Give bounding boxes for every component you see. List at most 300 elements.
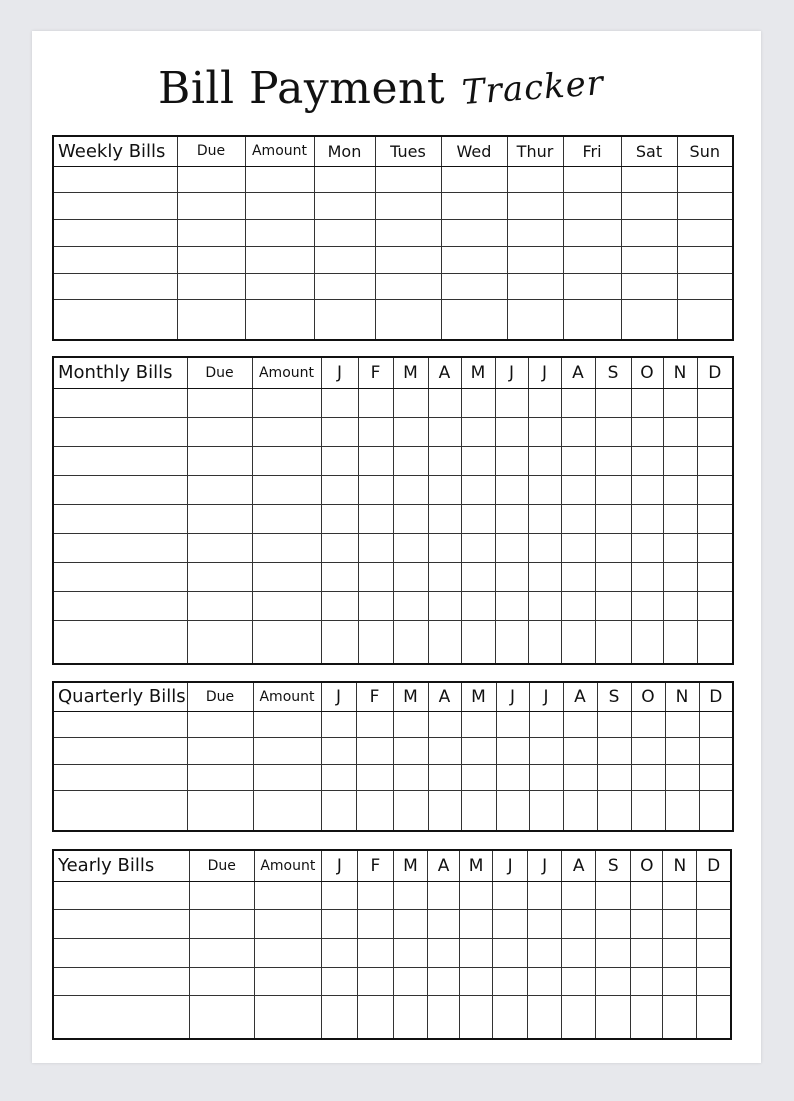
- entry-cell[interactable]: [460, 967, 493, 996]
- bill-name-cell[interactable]: [53, 881, 189, 910]
- entry-cell[interactable]: [529, 738, 563, 765]
- entry-cell[interactable]: [314, 193, 375, 220]
- entry-cell[interactable]: [563, 246, 621, 273]
- entry-cell[interactable]: [253, 764, 321, 791]
- entry-cell[interactable]: [563, 300, 621, 340]
- entry-cell[interactable]: [595, 533, 631, 562]
- entry-cell[interactable]: [428, 996, 460, 1039]
- bill-name-cell[interactable]: [53, 246, 177, 273]
- entry-cell[interactable]: [187, 711, 253, 738]
- entry-cell[interactable]: [428, 417, 461, 446]
- entry-cell[interactable]: [507, 273, 563, 300]
- entry-cell[interactable]: [252, 620, 321, 664]
- entry-cell[interactable]: [495, 533, 528, 562]
- entry-cell[interactable]: [460, 881, 493, 910]
- entry-cell[interactable]: [375, 220, 441, 247]
- entry-cell[interactable]: [189, 967, 254, 996]
- entry-cell[interactable]: [441, 300, 507, 340]
- entry-cell[interactable]: [561, 504, 595, 533]
- entry-cell[interactable]: [321, 446, 358, 475]
- entry-cell[interactable]: [697, 562, 733, 591]
- entry-cell[interactable]: [665, 711, 699, 738]
- bill-name-cell[interactable]: [53, 533, 187, 562]
- entry-cell[interactable]: [461, 711, 496, 738]
- entry-cell[interactable]: [561, 446, 595, 475]
- entry-cell[interactable]: [563, 764, 597, 791]
- entry-cell[interactable]: [699, 738, 733, 765]
- entry-cell[interactable]: [393, 620, 428, 664]
- entry-cell[interactable]: [321, 881, 357, 910]
- entry-cell[interactable]: [631, 967, 663, 996]
- entry-cell[interactable]: [507, 246, 563, 273]
- entry-cell[interactable]: [314, 300, 375, 340]
- entry-cell[interactable]: [677, 193, 733, 220]
- entry-cell[interactable]: [528, 533, 561, 562]
- entry-cell[interactable]: [254, 967, 321, 996]
- entry-cell[interactable]: [245, 193, 314, 220]
- entry-cell[interactable]: [428, 562, 461, 591]
- entry-cell[interactable]: [375, 273, 441, 300]
- entry-cell[interactable]: [314, 220, 375, 247]
- entry-cell[interactable]: [697, 475, 733, 504]
- entry-cell[interactable]: [631, 881, 663, 910]
- entry-cell[interactable]: [631, 711, 665, 738]
- entry-cell[interactable]: [697, 504, 733, 533]
- entry-cell[interactable]: [621, 193, 677, 220]
- entry-cell[interactable]: [321, 996, 357, 1039]
- bill-name-cell[interactable]: [53, 475, 187, 504]
- entry-cell[interactable]: [393, 764, 428, 791]
- entry-cell[interactable]: [189, 881, 254, 910]
- entry-cell[interactable]: [677, 273, 733, 300]
- entry-cell[interactable]: [528, 938, 562, 967]
- entry-cell[interactable]: [697, 620, 733, 664]
- entry-cell[interactable]: [177, 273, 245, 300]
- entry-cell[interactable]: [621, 166, 677, 193]
- entry-cell[interactable]: [252, 446, 321, 475]
- entry-cell[interactable]: [528, 591, 561, 620]
- entry-cell[interactable]: [187, 504, 252, 533]
- entry-cell[interactable]: [631, 533, 663, 562]
- entry-cell[interactable]: [253, 738, 321, 765]
- entry-cell[interactable]: [314, 166, 375, 193]
- entry-cell[interactable]: [563, 220, 621, 247]
- entry-cell[interactable]: [595, 562, 631, 591]
- entry-cell[interactable]: [562, 938, 596, 967]
- bill-name-cell[interactable]: [53, 166, 177, 193]
- entry-cell[interactable]: [461, 417, 495, 446]
- entry-cell[interactable]: [252, 388, 321, 417]
- entry-cell[interactable]: [375, 193, 441, 220]
- entry-cell[interactable]: [428, 446, 461, 475]
- entry-cell[interactable]: [665, 738, 699, 765]
- entry-cell[interactable]: [596, 967, 631, 996]
- entry-cell[interactable]: [357, 910, 393, 939]
- entry-cell[interactable]: [495, 388, 528, 417]
- entry-cell[interactable]: [699, 764, 733, 791]
- entry-cell[interactable]: [252, 504, 321, 533]
- entry-cell[interactable]: [428, 388, 461, 417]
- entry-cell[interactable]: [177, 300, 245, 340]
- entry-cell[interactable]: [252, 562, 321, 591]
- entry-cell[interactable]: [393, 446, 428, 475]
- entry-cell[interactable]: [187, 591, 252, 620]
- entry-cell[interactable]: [677, 166, 733, 193]
- entry-cell[interactable]: [254, 910, 321, 939]
- entry-cell[interactable]: [358, 504, 393, 533]
- entry-cell[interactable]: [697, 533, 733, 562]
- entry-cell[interactable]: [428, 533, 461, 562]
- entry-cell[interactable]: [441, 193, 507, 220]
- entry-cell[interactable]: [314, 273, 375, 300]
- entry-cell[interactable]: [177, 246, 245, 273]
- entry-cell[interactable]: [321, 738, 356, 765]
- entry-cell[interactable]: [621, 273, 677, 300]
- bill-name-cell[interactable]: [53, 967, 189, 996]
- entry-cell[interactable]: [631, 764, 665, 791]
- entry-cell[interactable]: [252, 417, 321, 446]
- entry-cell[interactable]: [321, 388, 358, 417]
- bill-name-cell[interactable]: [53, 504, 187, 533]
- entry-cell[interactable]: [187, 475, 252, 504]
- entry-cell[interactable]: [663, 881, 697, 910]
- entry-cell[interactable]: [507, 193, 563, 220]
- entry-cell[interactable]: [495, 504, 528, 533]
- entry-cell[interactable]: [663, 938, 697, 967]
- bill-name-cell[interactable]: [53, 417, 187, 446]
- entry-cell[interactable]: [697, 881, 731, 910]
- bill-name-cell[interactable]: [53, 620, 187, 664]
- entry-cell[interactable]: [460, 938, 493, 967]
- entry-cell[interactable]: [428, 764, 461, 791]
- entry-cell[interactable]: [357, 996, 393, 1039]
- entry-cell[interactable]: [663, 996, 697, 1039]
- entry-cell[interactable]: [528, 620, 561, 664]
- entry-cell[interactable]: [393, 533, 428, 562]
- entry-cell[interactable]: [496, 791, 529, 831]
- entry-cell[interactable]: [187, 533, 252, 562]
- entry-cell[interactable]: [561, 475, 595, 504]
- entry-cell[interactable]: [187, 791, 253, 831]
- entry-cell[interactable]: [631, 475, 663, 504]
- entry-cell[interactable]: [496, 764, 529, 791]
- entry-cell[interactable]: [428, 938, 460, 967]
- entry-cell[interactable]: [393, 938, 427, 967]
- entry-cell[interactable]: [321, 910, 357, 939]
- entry-cell[interactable]: [528, 475, 561, 504]
- entry-cell[interactable]: [187, 620, 252, 664]
- entry-cell[interactable]: [528, 881, 562, 910]
- entry-cell[interactable]: [699, 791, 733, 831]
- entry-cell[interactable]: [428, 620, 461, 664]
- entry-cell[interactable]: [493, 938, 528, 967]
- entry-cell[interactable]: [321, 417, 358, 446]
- entry-cell[interactable]: [528, 562, 561, 591]
- entry-cell[interactable]: [621, 220, 677, 247]
- entry-cell[interactable]: [252, 533, 321, 562]
- entry-cell[interactable]: [356, 764, 393, 791]
- entry-cell[interactable]: [595, 504, 631, 533]
- entry-cell[interactable]: [595, 475, 631, 504]
- entry-cell[interactable]: [358, 533, 393, 562]
- entry-cell[interactable]: [393, 417, 428, 446]
- entry-cell[interactable]: [428, 967, 460, 996]
- entry-cell[interactable]: [461, 504, 495, 533]
- entry-cell[interactable]: [461, 475, 495, 504]
- entry-cell[interactable]: [460, 996, 493, 1039]
- entry-cell[interactable]: [631, 504, 663, 533]
- entry-cell[interactable]: [507, 220, 563, 247]
- entry-cell[interactable]: [187, 562, 252, 591]
- entry-cell[interactable]: [563, 711, 597, 738]
- entry-cell[interactable]: [493, 967, 528, 996]
- entry-cell[interactable]: [631, 938, 663, 967]
- entry-cell[interactable]: [697, 967, 731, 996]
- entry-cell[interactable]: [187, 446, 252, 475]
- entry-cell[interactable]: [597, 738, 631, 765]
- entry-cell[interactable]: [357, 881, 393, 910]
- entry-cell[interactable]: [428, 738, 461, 765]
- entry-cell[interactable]: [597, 711, 631, 738]
- bill-name-cell[interactable]: [53, 738, 187, 765]
- entry-cell[interactable]: [321, 967, 357, 996]
- entry-cell[interactable]: [562, 967, 596, 996]
- entry-cell[interactable]: [187, 738, 253, 765]
- entry-cell[interactable]: [321, 938, 357, 967]
- entry-cell[interactable]: [254, 996, 321, 1039]
- bill-name-cell[interactable]: [53, 388, 187, 417]
- bill-name-cell[interactable]: [53, 591, 187, 620]
- entry-cell[interactable]: [561, 388, 595, 417]
- entry-cell[interactable]: [663, 533, 697, 562]
- entry-cell[interactable]: [495, 417, 528, 446]
- entry-cell[interactable]: [358, 388, 393, 417]
- entry-cell[interactable]: [663, 417, 697, 446]
- bill-name-cell[interactable]: [53, 446, 187, 475]
- entry-cell[interactable]: [321, 475, 358, 504]
- bill-name-cell[interactable]: [53, 764, 187, 791]
- bill-name-cell[interactable]: [53, 711, 187, 738]
- entry-cell[interactable]: [493, 881, 528, 910]
- entry-cell[interactable]: [321, 791, 356, 831]
- entry-cell[interactable]: [528, 910, 562, 939]
- entry-cell[interactable]: [428, 711, 461, 738]
- entry-cell[interactable]: [393, 996, 427, 1039]
- entry-cell[interactable]: [631, 791, 665, 831]
- entry-cell[interactable]: [321, 504, 358, 533]
- entry-cell[interactable]: [596, 881, 631, 910]
- bill-name-cell[interactable]: [53, 273, 177, 300]
- entry-cell[interactable]: [245, 300, 314, 340]
- entry-cell[interactable]: [314, 246, 375, 273]
- entry-cell[interactable]: [393, 591, 428, 620]
- entry-cell[interactable]: [460, 910, 493, 939]
- entry-cell[interactable]: [563, 791, 597, 831]
- entry-cell[interactable]: [187, 388, 252, 417]
- entry-cell[interactable]: [358, 446, 393, 475]
- entry-cell[interactable]: [663, 591, 697, 620]
- entry-cell[interactable]: [358, 620, 393, 664]
- entry-cell[interactable]: [461, 446, 495, 475]
- entry-cell[interactable]: [428, 881, 460, 910]
- entry-cell[interactable]: [245, 246, 314, 273]
- entry-cell[interactable]: [428, 591, 461, 620]
- entry-cell[interactable]: [393, 711, 428, 738]
- entry-cell[interactable]: [699, 711, 733, 738]
- entry-cell[interactable]: [697, 910, 731, 939]
- entry-cell[interactable]: [461, 791, 496, 831]
- entry-cell[interactable]: [441, 220, 507, 247]
- entry-cell[interactable]: [177, 220, 245, 247]
- entry-cell[interactable]: [663, 388, 697, 417]
- entry-cell[interactable]: [663, 475, 697, 504]
- bill-name-cell[interactable]: [53, 562, 187, 591]
- entry-cell[interactable]: [597, 764, 631, 791]
- entry-cell[interactable]: [358, 475, 393, 504]
- bill-name-cell[interactable]: [53, 938, 189, 967]
- entry-cell[interactable]: [621, 246, 677, 273]
- entry-cell[interactable]: [393, 791, 428, 831]
- bill-name-cell[interactable]: [53, 220, 177, 247]
- entry-cell[interactable]: [631, 417, 663, 446]
- entry-cell[interactable]: [562, 996, 596, 1039]
- bill-name-cell[interactable]: [53, 791, 187, 831]
- entry-cell[interactable]: [595, 620, 631, 664]
- entry-cell[interactable]: [528, 417, 561, 446]
- entry-cell[interactable]: [356, 791, 393, 831]
- entry-cell[interactable]: [563, 193, 621, 220]
- bill-name-cell[interactable]: [53, 996, 189, 1039]
- entry-cell[interactable]: [375, 300, 441, 340]
- entry-cell[interactable]: [507, 300, 563, 340]
- entry-cell[interactable]: [677, 300, 733, 340]
- entry-cell[interactable]: [495, 446, 528, 475]
- entry-cell[interactable]: [245, 166, 314, 193]
- entry-cell[interactable]: [493, 910, 528, 939]
- entry-cell[interactable]: [697, 446, 733, 475]
- entry-cell[interactable]: [356, 711, 393, 738]
- entry-cell[interactable]: [321, 533, 358, 562]
- entry-cell[interactable]: [631, 446, 663, 475]
- bill-name-cell[interactable]: [53, 193, 177, 220]
- entry-cell[interactable]: [507, 166, 563, 193]
- entry-cell[interactable]: [253, 791, 321, 831]
- entry-cell[interactable]: [441, 273, 507, 300]
- entry-cell[interactable]: [663, 620, 697, 664]
- entry-cell[interactable]: [663, 562, 697, 591]
- entry-cell[interactable]: [677, 220, 733, 247]
- entry-cell[interactable]: [441, 246, 507, 273]
- entry-cell[interactable]: [595, 417, 631, 446]
- entry-cell[interactable]: [393, 504, 428, 533]
- entry-cell[interactable]: [375, 166, 441, 193]
- entry-cell[interactable]: [528, 996, 562, 1039]
- entry-cell[interactable]: [177, 166, 245, 193]
- entry-cell[interactable]: [596, 996, 631, 1039]
- entry-cell[interactable]: [528, 388, 561, 417]
- entry-cell[interactable]: [631, 910, 663, 939]
- entry-cell[interactable]: [461, 738, 496, 765]
- entry-cell[interactable]: [677, 246, 733, 273]
- entry-cell[interactable]: [631, 388, 663, 417]
- entry-cell[interactable]: [493, 996, 528, 1039]
- entry-cell[interactable]: [254, 938, 321, 967]
- entry-cell[interactable]: [595, 591, 631, 620]
- entry-cell[interactable]: [529, 764, 563, 791]
- entry-cell[interactable]: [631, 620, 663, 664]
- entry-cell[interactable]: [697, 417, 733, 446]
- entry-cell[interactable]: [428, 910, 460, 939]
- entry-cell[interactable]: [697, 388, 733, 417]
- entry-cell[interactable]: [189, 938, 254, 967]
- entry-cell[interactable]: [495, 591, 528, 620]
- entry-cell[interactable]: [495, 475, 528, 504]
- entry-cell[interactable]: [254, 881, 321, 910]
- entry-cell[interactable]: [561, 562, 595, 591]
- entry-cell[interactable]: [631, 996, 663, 1039]
- entry-cell[interactable]: [697, 938, 731, 967]
- entry-cell[interactable]: [428, 475, 461, 504]
- entry-cell[interactable]: [631, 562, 663, 591]
- entry-cell[interactable]: [356, 738, 393, 765]
- entry-cell[interactable]: [461, 388, 495, 417]
- entry-cell[interactable]: [496, 738, 529, 765]
- entry-cell[interactable]: [697, 996, 731, 1039]
- entry-cell[interactable]: [596, 938, 631, 967]
- entry-cell[interactable]: [393, 967, 427, 996]
- entry-cell[interactable]: [393, 562, 428, 591]
- entry-cell[interactable]: [563, 166, 621, 193]
- entry-cell[interactable]: [595, 388, 631, 417]
- entry-cell[interactable]: [529, 711, 563, 738]
- entry-cell[interactable]: [357, 938, 393, 967]
- entry-cell[interactable]: [495, 562, 528, 591]
- entry-cell[interactable]: [528, 446, 561, 475]
- entry-cell[interactable]: [528, 967, 562, 996]
- entry-cell[interactable]: [461, 591, 495, 620]
- entry-cell[interactable]: [177, 193, 245, 220]
- entry-cell[interactable]: [561, 620, 595, 664]
- entry-cell[interactable]: [393, 738, 428, 765]
- entry-cell[interactable]: [461, 533, 495, 562]
- entry-cell[interactable]: [393, 475, 428, 504]
- entry-cell[interactable]: [189, 910, 254, 939]
- entry-cell[interactable]: [663, 446, 697, 475]
- entry-cell[interactable]: [321, 620, 358, 664]
- entry-cell[interactable]: [631, 591, 663, 620]
- entry-cell[interactable]: [561, 417, 595, 446]
- entry-cell[interactable]: [358, 562, 393, 591]
- entry-cell[interactable]: [321, 764, 356, 791]
- entry-cell[interactable]: [496, 711, 529, 738]
- entry-cell[interactable]: [697, 591, 733, 620]
- entry-cell[interactable]: [563, 738, 597, 765]
- entry-cell[interactable]: [461, 620, 495, 664]
- entry-cell[interactable]: [663, 504, 697, 533]
- entry-cell[interactable]: [245, 273, 314, 300]
- entry-cell[interactable]: [631, 738, 665, 765]
- entry-cell[interactable]: [189, 996, 254, 1039]
- entry-cell[interactable]: [529, 791, 563, 831]
- entry-cell[interactable]: [528, 504, 561, 533]
- entry-cell[interactable]: [321, 711, 356, 738]
- entry-cell[interactable]: [375, 246, 441, 273]
- entry-cell[interactable]: [597, 791, 631, 831]
- entry-cell[interactable]: [252, 591, 321, 620]
- entry-cell[interactable]: [561, 591, 595, 620]
- entry-cell[interactable]: [187, 417, 252, 446]
- entry-cell[interactable]: [253, 711, 321, 738]
